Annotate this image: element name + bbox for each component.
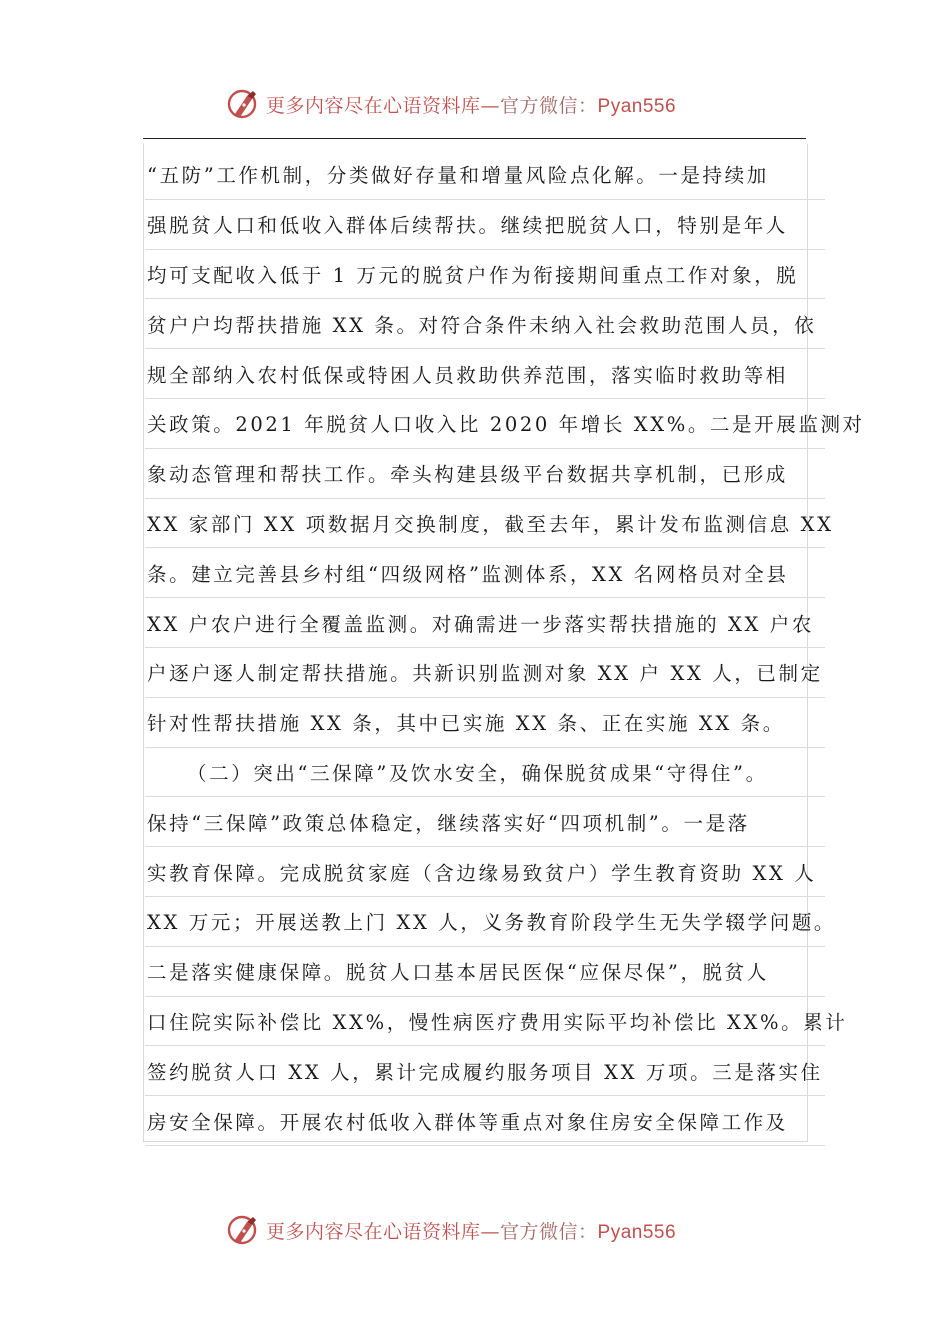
text-line — [145, 499, 834, 549]
header-divider — [143, 138, 806, 139]
text-line — [145, 648, 825, 698]
text-line-content: 强脱贫人口和低收入群体后续帮扶。继续把脱贫人口，特别是年人 — [147, 214, 788, 238]
text-line-content: 均可支配收入低于 1 万元的脱贫户作为衔接期间重点工作对象，脱 — [147, 263, 799, 287]
text-line — [145, 847, 825, 897]
text-line-content: 房安全保障。开展农村低收入群体等重点对象住房安全保障工作及 — [147, 1110, 788, 1134]
text-line — [145, 399, 865, 449]
banner-slogan: 更多内容尽在心语资料库 — [266, 94, 481, 117]
banner-wechat-id: Pyan556 — [597, 95, 677, 117]
text-line — [145, 299, 825, 349]
text-line — [145, 698, 825, 748]
text-line — [145, 1046, 825, 1096]
text-line-content: 针对性帮扶措施 XX 条，其中已实施 XX 条、正在实施 XX 条。 — [147, 712, 785, 736]
text-line-content: 条。建立完善县乡村组“四级网格”监测体系，XX 名网格员对全县 — [147, 562, 789, 586]
section-heading: （二）突出“三保障”及饮水安全，确保脱贫成果“守得住”。 — [187, 761, 768, 785]
text-line-content: 关政策。2021 年脱贫人口收入比 2020 年增长 XX%。二是开展监测对 — [147, 413, 865, 437]
text-line — [145, 1096, 825, 1146]
text-line — [145, 349, 825, 399]
text-line-content: XX 万元；开展送教上门 XX 人，义务教育阶段学生无失学辍学问题。 — [147, 911, 837, 935]
header-banner — [226, 84, 746, 124]
text-line — [145, 150, 825, 200]
text-line — [145, 997, 848, 1047]
pen-nib-logo-icon — [226, 87, 260, 121]
text-line-content: XX 户农户进行全覆盖监测。对确需进一步落实帮扶措施的 XX 户农 — [147, 612, 814, 636]
text-line-content: 口住院实际补偿比 XX%，慢性病医疗费用实际平均补偿比 XX%。累计 — [147, 1010, 848, 1034]
banner-text — [266, 91, 676, 118]
text-line-content: 象动态管理和帮扶工作。牵头构建县级平台数据共享机制，已形成 — [147, 463, 788, 487]
text-line — [145, 947, 825, 997]
text-line-content: XX 家部门 XX 项数据月交换制度，截至去年，累计发布监测信息 XX — [147, 512, 834, 536]
pen-nib-logo-icon — [226, 1213, 260, 1247]
section-heading-line — [145, 748, 825, 798]
text-line — [145, 250, 825, 300]
text-line-content: 签约脱贫人口 XX 人，累计完成履约服务项目 XX 万项。三是落实住 — [147, 1060, 823, 1084]
text-line-content: 规全部纳入农村低保或特困人员救助供养范围，落实临时救助等相 — [147, 363, 788, 387]
text-line — [145, 200, 825, 250]
text-line-content: 实教育保障。完成脱贫家庭（含边缘易致贫户）学生教育资助 XX 人 — [147, 861, 817, 885]
banner-wechat-label: 官方微信： — [500, 1220, 598, 1243]
text-line-content: 贫户户均帮扶措施 XX 条。对符合条件未纳入社会救助范围人员，依 — [147, 313, 817, 337]
banner-dash: — — [480, 1220, 501, 1243]
text-line-content: “五防”工作机制，分类做好存量和增量风险点化解。一是持续加 — [147, 164, 769, 188]
document-body — [145, 150, 865, 1146]
text-line-content: 户逐户逐人制定帮扶措施。共新识别监测对象 XX 户 XX 人，已制定 — [147, 662, 823, 686]
text-line — [145, 449, 825, 499]
text-line-content: 保持“三保障”政策总体稳定，继续落实好“四项机制”。一是落 — [147, 811, 750, 835]
text-line — [145, 598, 825, 648]
banner-wechat-id: Pyan556 — [597, 1221, 677, 1243]
banner-text — [266, 1217, 676, 1244]
banner-wechat-label: 官方微信： — [500, 94, 598, 117]
banner-dash: — — [480, 94, 501, 117]
text-line — [145, 797, 825, 847]
text-line — [145, 897, 837, 947]
text-line — [145, 548, 825, 598]
text-line-content: 二是落实健康保障。脱贫人口基本居民医保“应保尽保”，脱贫人 — [147, 961, 769, 985]
footer-banner — [226, 1210, 746, 1250]
banner-slogan: 更多内容尽在心语资料库 — [266, 1220, 481, 1243]
